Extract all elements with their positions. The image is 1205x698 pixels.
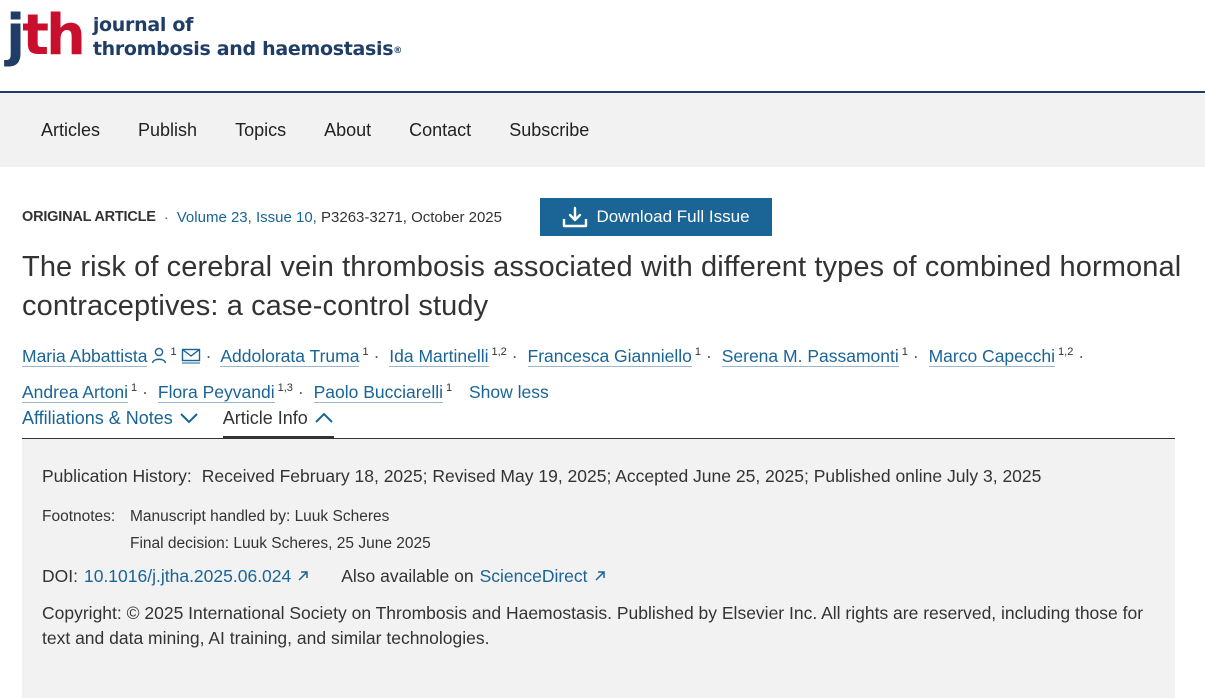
sciencedirect-link[interactable]: ScienceDirect — [479, 566, 588, 586]
tab-affiliations-notes[interactable] — [22, 405, 199, 438]
footnotes — [42, 503, 431, 557]
nav-contact[interactable]: Contact — [409, 119, 472, 140]
copyright-text: Copyright: © 2025 International Society on Thrombosis and Haemostasis. Published by Elsevier Inc. All rights are reserved, including those for text and data mining, AI training, and similar technologies. — [42, 603, 1144, 648]
author-separator: · — [1078, 345, 1085, 366]
author-separator: · — [142, 381, 148, 402]
person-icon[interactable] — [151, 343, 167, 373]
author-separator: · — [205, 345, 212, 366]
article-meta — [22, 198, 502, 236]
publication-history — [42, 466, 1041, 487]
author-affiliation: 1 — [445, 381, 453, 394]
author-list — [22, 337, 1182, 407]
nav-about[interactable]: About — [324, 119, 372, 140]
author-link[interactable]: Serena M. Passamonti — [721, 345, 899, 366]
article-type: ORIGINAL ARTICLE — [22, 209, 156, 225]
doi-label: DOI: — [42, 566, 78, 586]
nav-subscribe[interactable]: Subscribe — [509, 119, 590, 140]
volume-issue-link[interactable]: Volume 23, Issue 10, — [176, 208, 317, 226]
nav-topics[interactable]: Topics — [235, 119, 287, 140]
author-affiliation: 1,2 — [491, 346, 507, 358]
main-nav — [0, 93, 1205, 167]
download-icon — [562, 206, 588, 228]
author-separator: · — [511, 345, 518, 366]
show-less-link[interactable]: Show less — [468, 381, 549, 402]
nav-articles[interactable]: Articles — [41, 119, 101, 140]
download-label: Download Full Issue — [596, 207, 750, 226]
download-full-issue-button[interactable] — [540, 198, 772, 236]
pages-date: P3263-3271, October 2025 — [321, 208, 502, 226]
logo-line-1: journal of — [92, 14, 194, 36]
author-affiliation: 1 — [131, 381, 138, 394]
meta-separator: · — [163, 208, 169, 226]
also-available-label: Also available on — [341, 566, 474, 586]
footnotes-list — [130, 503, 431, 557]
footnotes-label: Footnotes: — [42, 508, 116, 525]
author-link[interactable]: Flora Peyvandi — [157, 381, 275, 402]
author-separator: · — [373, 345, 380, 366]
tab-label: Affiliations & Notes — [22, 408, 173, 428]
author-affiliation: 1 — [362, 346, 369, 358]
author-link[interactable]: Maria Abbattista — [22, 345, 148, 366]
doi-row — [42, 566, 606, 587]
registered-mark: ® — [393, 46, 402, 56]
author-link[interactable]: Paolo Bucciarelli — [313, 381, 443, 402]
site-header — [0, 0, 1205, 93]
logo-text — [93, 13, 402, 61]
mail-icon[interactable] — [181, 343, 201, 373]
footnote-item: Final decision: Luuk Scheres, 25 June 2025 — [130, 535, 431, 552]
external-link-icon — [297, 566, 309, 587]
author-separator: · — [297, 381, 304, 402]
author-affiliation: 1 — [170, 346, 177, 358]
author-affiliation: 1,3 — [277, 381, 293, 394]
author-separator: · — [706, 345, 712, 366]
footnote-item: Manuscript handled by: Luuk Scheres — [130, 508, 390, 525]
author-link[interactable]: Francesca Gianniello — [527, 345, 692, 366]
chevron-down-icon — [179, 412, 199, 424]
logo-line-2: thrombosis and haemostasis — [92, 38, 394, 60]
pub-history-value: Received February 18, 2025; Revised May 19, 2025; Accepted June 25, 2025; Published online July 3, 2025 — [201, 466, 1042, 486]
doi-link[interactable]: 10.1016/j.jtha.2025.06.024 — [83, 566, 292, 586]
nav-publish[interactable]: Publish — [138, 119, 198, 140]
author-separator: · — [912, 345, 919, 366]
author-link[interactable]: Ida Martinelli — [389, 345, 489, 366]
author-link[interactable]: Andrea Artoni — [22, 381, 129, 402]
article-title: The risk of cerebral vein thrombosis associated with different types of combined hormonal contraceptives: a case-control study — [22, 251, 1182, 322]
author-affiliation: 1 — [694, 346, 702, 358]
article-info-panel — [22, 439, 1175, 698]
journal-logo[interactable] — [6, 3, 402, 68]
logo-mark: jth — [6, 3, 83, 68]
author-link[interactable]: Marco Capecchi — [928, 345, 1056, 366]
pub-history-label: Publication History: — [42, 466, 192, 486]
article-tabs — [22, 405, 1175, 439]
author-affiliation: 1 — [901, 346, 908, 358]
author-affiliation: 1,2 — [1058, 346, 1074, 358]
author-link[interactable]: Addolorata Truma — [220, 345, 360, 366]
chevron-up-icon — [314, 412, 334, 424]
tab-label: Article Info — [222, 408, 308, 428]
tab-article-info[interactable] — [223, 405, 334, 439]
external-link-icon — [594, 566, 606, 587]
